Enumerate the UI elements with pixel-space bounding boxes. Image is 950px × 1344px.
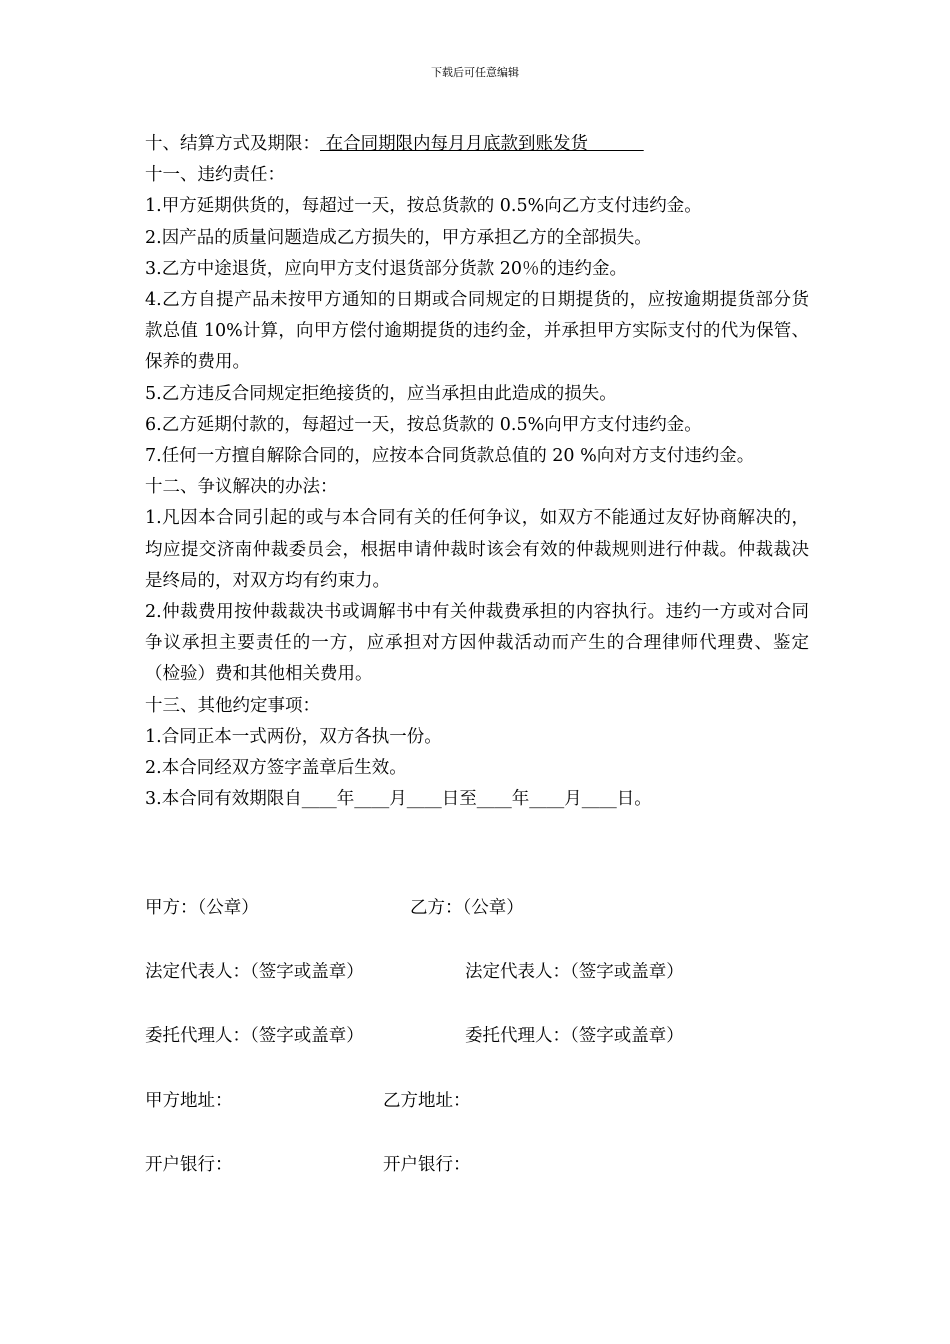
signature-row-agent <box>145 1024 684 1096</box>
dispute-item-2: 2.仲裁费用按仲裁裁决书或调解书中有关仲裁费承担的内容执行。违约一方或对合同争议承担主要责任的一方，应承担对方因仲裁活动而产生的合理律师代理费、鉴定（检验）费和其他相关费用。 <box>145 602 809 685</box>
settlement-label: 十、结算方式及期限： <box>145 134 320 154</box>
breach-item-7: 7.任何一方擅自解除合同的，应按本合同货款总值的 20 %向对方支付违约金。 <box>145 446 755 467</box>
other-item-1: 1.合同正本一式两份，双方各执一份。 <box>145 726 442 747</box>
breach-item-3: 3.乙方中途退货，应向甲方支付退货部分货款 20％的违约金。 <box>145 258 628 279</box>
page-header-note: 下载后可任意编辑 <box>431 66 519 79</box>
bank-a: 开户银行： <box>145 1155 233 1175</box>
agent-b: 委托代理人：（签字或盖章） <box>465 1026 684 1046</box>
breach-item-5: 5.乙方违反合同规定拒绝接货的，应当承担由此造成的损失。 <box>145 383 617 404</box>
legal-rep-b: 法定代表人：（签字或盖章） <box>465 962 684 982</box>
signature-row-bank <box>145 1153 471 1225</box>
party-a-seal: 甲方：（公章） <box>145 898 259 918</box>
settlement-value: 在合同期限内每月月底款到账发货 <box>320 134 644 154</box>
other-item-3: 3.本合同有效期限自____年____月____日至____年____月____日。 <box>145 789 652 810</box>
address-a: 甲方地址： <box>145 1091 233 1111</box>
bank-b: 开户银行： <box>383 1155 471 1175</box>
settlement-clause <box>145 129 809 160</box>
section-11-title: 十一、违约责任： <box>145 165 285 186</box>
signature-row-party <box>145 896 524 968</box>
section-13-title: 十三、其他约定事项： <box>145 695 320 716</box>
section-12-title: 十二、争议解决的办法： <box>145 477 338 498</box>
dispute-item-1: 1.凡因本合同引起的或与本合同有关的任何争议，如双方不能通过友好协商解决的，均应提交济南仲裁委员会，根据申请仲裁时该会有效的仲裁规则进行仲裁。仲裁裁决是终局的，对双方均有约束力。 <box>145 508 809 591</box>
party-b-seal: 乙方：（公章） <box>410 898 524 918</box>
breach-item-1: 1.甲方延期供货的，每超过一天，按总货款的 0.5%向乙方支付违约金。 <box>145 196 702 217</box>
breach-item-4: 4.乙方自提产品未按甲方通知的日期或合同规定的日期提货的，应按逾期提货部分货款总值 10%计算，向甲方偿付逾期提货的违约金，并承担甲方实际支付的代为保管、保养的费用。 <box>145 290 809 373</box>
signature-row-legal-rep <box>145 960 684 1032</box>
signature-row-address <box>145 1089 471 1161</box>
address-b: 乙方地址： <box>383 1091 471 1111</box>
breach-item-6: 6.乙方延期付款的，每超过一天，按总货款的 0.5%向甲方支付违约金。 <box>145 414 702 435</box>
breach-item-2: 2.因产品的质量问题造成乙方损失的，甲方承担乙方的全部损失。 <box>145 227 652 248</box>
agent-a: 委托代理人：（签字或盖章） <box>145 1026 364 1046</box>
other-item-2: 2.本合同经双方签字盖章后生效。 <box>145 758 407 779</box>
contract-body <box>145 129 809 815</box>
legal-rep-a: 法定代表人：（签字或盖章） <box>145 962 364 982</box>
